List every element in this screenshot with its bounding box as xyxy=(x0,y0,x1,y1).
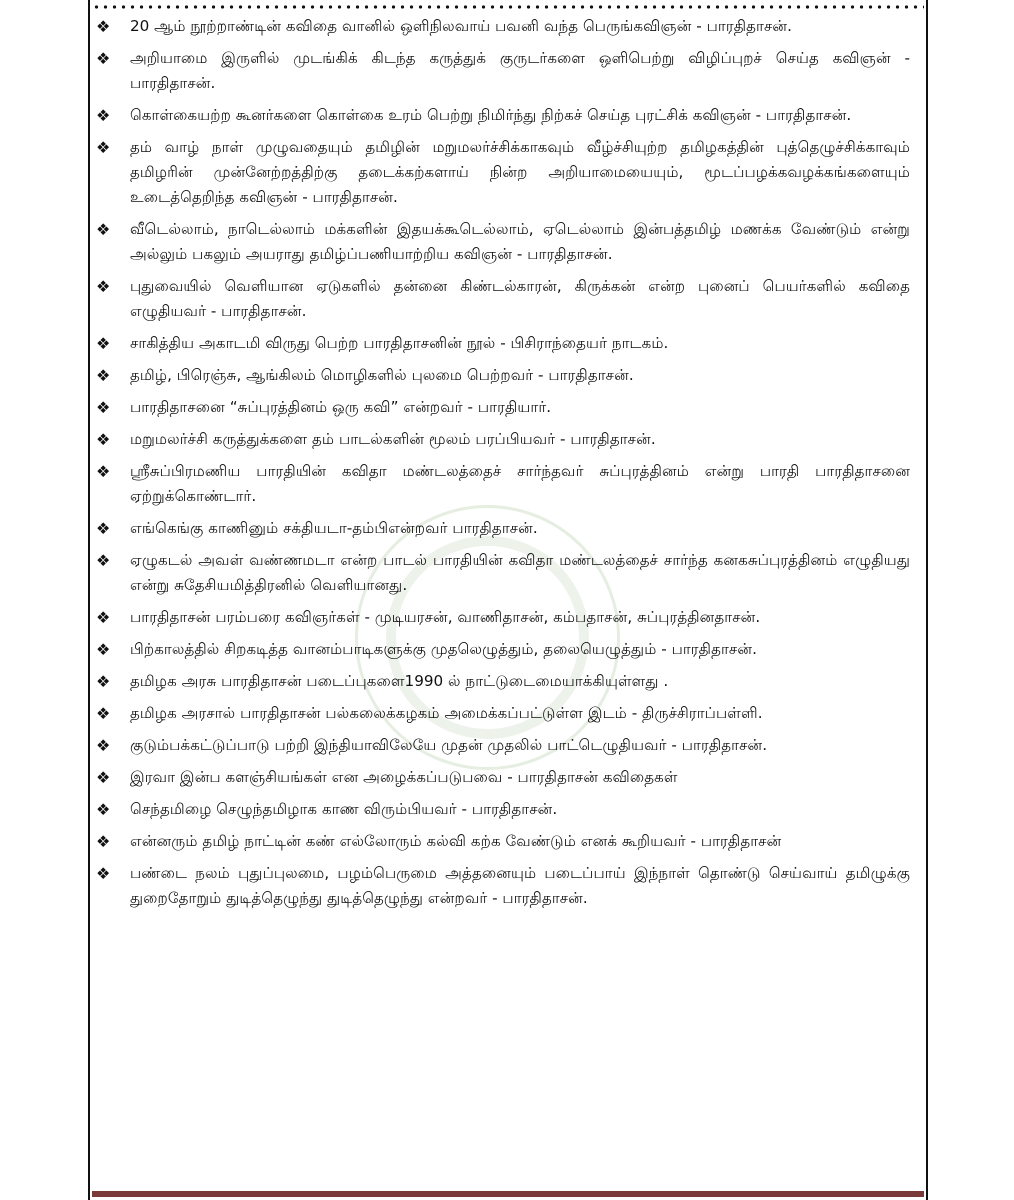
list-item xyxy=(92,103,910,128)
list-item xyxy=(92,363,910,388)
facts-list xyxy=(92,14,910,918)
list-item xyxy=(92,217,910,267)
list-item xyxy=(92,331,910,356)
list-item xyxy=(92,427,910,452)
list-item-text: பாரதிதாசனை “சுப்புரத்தினம் ஒரு கவி” என்றவர் - பாரதியார். xyxy=(130,398,552,416)
list-item-text: கொள்கையற்ற கூனர்களை கொள்கை உரம் பெற்று நிமிர்ந்து நிற்கச் செய்த புரட்சிக் கவிஞன் - பாரதிதாசன். xyxy=(130,106,852,124)
list-item-text: மறுமலர்ச்சி கருத்துக்களை தம் பாடல்களின் மூலம் பரப்பியவர் - பாரதிதாசன். xyxy=(130,430,656,448)
diamond-bullet-icon: ❖ xyxy=(96,334,111,353)
list-item-text: ஏழுகடல் அவள் வண்ணமடா என்ற பாடல் பாரதியின் கவிதா மண்டலத்தைச் சார்ந்த கனகசுப்புரத்தினம் எழுதியது என்று சுதேசியமித்திரனில் வெளியானது. xyxy=(130,551,910,594)
diamond-bullet-icon: ❖ xyxy=(96,672,111,691)
list-item xyxy=(92,46,910,96)
diamond-bullet-icon: ❖ xyxy=(96,106,111,125)
list-item xyxy=(92,605,910,630)
diamond-bullet-icon: ❖ xyxy=(96,800,111,819)
list-item xyxy=(92,733,910,758)
diamond-bullet-icon: ❖ xyxy=(96,608,111,627)
diamond-bullet-icon: ❖ xyxy=(96,736,111,755)
list-item-text: தமிழ், பிரெஞ்சு, ஆங்கிலம் மொழிகளில் புலமை பெற்றவர் - பாரதிதாசன். xyxy=(130,366,634,384)
list-item xyxy=(92,548,910,598)
top-dotted-border xyxy=(92,4,924,10)
diamond-bullet-icon: ❖ xyxy=(96,640,111,659)
list-item xyxy=(92,14,910,39)
diamond-bullet-icon: ❖ xyxy=(96,519,111,538)
list-item-text: குடும்பக்கட்டுப்பாடு பற்றி இந்தியாவிலேயே முதன் முதலில் பாட்டெழுதியவர் - பாரதிதாசன். xyxy=(130,736,768,754)
diamond-bullet-icon: ❖ xyxy=(96,704,111,723)
diamond-bullet-icon: ❖ xyxy=(96,220,111,239)
list-item xyxy=(92,135,910,210)
list-item-text: பண்டை நலம் புதுப்புலமை, பழம்பெருமை அத்தனையும் படைப்பாய் இந்நாள் தொண்டு செய்வாய் தமிழுக்கு துறைதோறும் துடித்தெழுந்து துடித்தெழுந்து என்றவர் - பாரதிதாசன். xyxy=(130,864,910,907)
diamond-bullet-icon: ❖ xyxy=(96,49,111,68)
diamond-bullet-icon: ❖ xyxy=(96,768,111,787)
list-item xyxy=(92,829,910,854)
diamond-bullet-icon: ❖ xyxy=(96,138,111,157)
list-item-text: இரவா இன்ப களஞ்சியங்கள் என அழைக்கப்படுபவை - பாரதிதாசன் கவிதைகள் xyxy=(130,768,678,786)
list-item xyxy=(92,861,910,911)
diamond-bullet-icon: ❖ xyxy=(96,551,111,570)
list-item xyxy=(92,395,910,420)
list-item xyxy=(92,516,910,541)
list-item xyxy=(92,637,910,662)
diamond-bullet-icon: ❖ xyxy=(96,277,111,296)
list-item-text: பிற்காலத்தில் சிறகடித்த வானம்பாடிகளுக்கு முதலெழுத்தும், தலையெழுத்தும் - பாரதிதாசன். xyxy=(130,640,757,658)
list-item-text: தமிழக அரசு பாரதிதாசன் படைப்புகளை1990 ல் நாட்டுடைமையாக்கியுள்ளது . xyxy=(130,672,669,690)
list-item-text: அறியாமை இருளில் முடங்கிக் கிடந்த கருத்துக் குருடர்களை ஒளிபெற்று விழிப்புறச் செய்த கவிஞன் - பாரதிதாசன். xyxy=(130,49,910,92)
list-item-text: என்னரும் தமிழ் நாட்டின் கண் எல்லோரும் கல்வி கற்க வேண்டும் எனக் கூறியவர் - பாரதிதாசன் xyxy=(130,832,782,850)
list-item xyxy=(92,701,910,726)
list-item xyxy=(92,274,910,324)
list-item xyxy=(92,669,910,694)
list-item-text: ஸ்ரீசுப்பிரமணிய பாரதியின் கவிதா மண்டலத்தைச் சார்ந்தவர் சுப்புரத்தினம் என்று பாரதி பாரதிதாசனை ஏற்றுக்கொண்டார். xyxy=(130,462,910,505)
diamond-bullet-icon: ❖ xyxy=(96,366,111,385)
list-item-text: எங்கெங்கு காணினும் சக்தியடா-தம்பிஎன்றவர் பாரதிதாசன். xyxy=(130,519,538,537)
list-item-text: வீடெல்லாம், நாடெல்லாம் மக்களின் இதயக்கூடெல்லாம், ஏடெல்லாம் இன்பத்தமிழ் மணக்க வேண்டும் என்று அல்லும் பகலும் அயராது தமிழ்ப்பணியாற்றிய கவிஞன் - பாரதிதாசன். xyxy=(130,220,910,263)
diamond-bullet-icon: ❖ xyxy=(96,462,111,481)
diamond-bullet-icon: ❖ xyxy=(96,864,111,883)
diamond-bullet-icon: ❖ xyxy=(96,17,111,36)
list-item-text: 20 ஆம் நூற்றாண்டின் கவிதை வானில் ஒளிநிலவாய் பவனி வந்த பெருங்கவிஞன் - பாரதிதாசன். xyxy=(130,17,792,35)
list-item-text: சாகித்திய அகாடமி விருது பெற்ற பாரதிதாசனின் நூல் - பிசிராந்தையர் நாடகம். xyxy=(130,334,669,352)
list-item xyxy=(92,459,910,509)
list-item-text: பாரதிதாசன் பரம்பரை கவிஞர்கள் - முடியரசன், வாணிதாசன், கம்பதாசன், சுப்புரத்தினதாசன். xyxy=(130,608,761,626)
list-item xyxy=(92,797,910,822)
list-item-text: தமிழக அரசால் பாரதிதாசன் பல்கலைக்கழகம் அமைக்கப்பட்டுள்ள இடம் - திருச்சிராப்பள்ளி. xyxy=(130,704,763,722)
list-item-text: புதுவையில் வெளியான ஏடுகளில் தன்னை கிண்டல்காரன், கிருக்கன் என்ற புனைப் பெயர்களில் கவிதை எழுதியவர் - பாரதிதாசன். xyxy=(130,277,910,320)
diamond-bullet-icon: ❖ xyxy=(96,398,111,417)
list-item-text: செந்தமிழை செழுந்தமிழாக காண விரும்பியவர் - பாரதிதாசன். xyxy=(130,800,558,818)
bottom-border-bar xyxy=(92,1191,924,1197)
diamond-bullet-icon: ❖ xyxy=(96,832,111,851)
diamond-bullet-icon: ❖ xyxy=(96,430,111,449)
list-item xyxy=(92,765,910,790)
list-item-text: தம் வாழ் நாள் முழுவதையும் தமிழின் மறுமலர்ச்சிக்காகவும் வீழ்ச்சியுற்ற தமிழகத்தின் புத்தெழுச்சிக்காவும் தமிழரின் முன்னேற்றத்திற்கு தடைக்கற்களாய் நின்ற அறியாமையையும், மூடப்பழக்கவழக்கங்களையும் உடைத்தெறிந்த கவிஞன் - பாரதிதாசன். xyxy=(130,138,910,206)
